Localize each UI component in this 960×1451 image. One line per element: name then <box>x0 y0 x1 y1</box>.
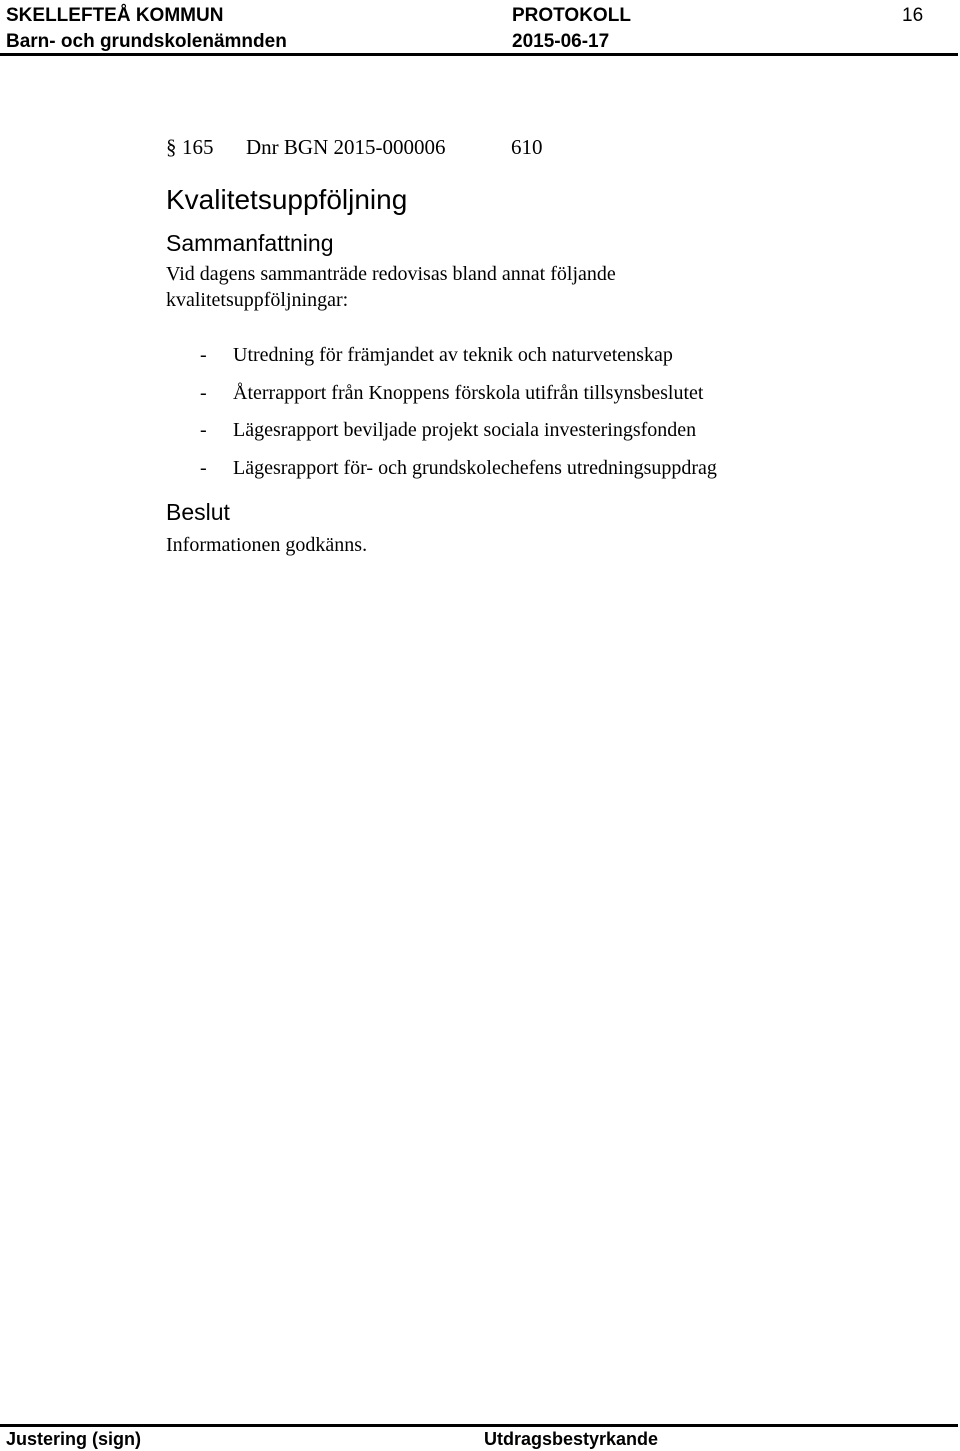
list-item-text: Återrapport från Knoppens förskola utifrån tillsynsbeslutet <box>233 381 704 404</box>
item-title: Kvalitetsuppföljning <box>166 184 408 215</box>
item-reference <box>166 134 543 160</box>
footer-utdragsbestyrkande-label: Utdragsbestyrkande <box>484 1429 659 1449</box>
meeting-date: 2015-06-17 <box>512 31 610 52</box>
list-bullet: - <box>200 344 207 366</box>
section-symbol: § <box>166 135 177 159</box>
decision-text: Informationen godkänns. <box>166 534 368 556</box>
header-divider <box>0 53 958 56</box>
list-item <box>200 412 717 450</box>
list-item-text: Lägesrapport för- och grundskolechefens utredningsuppdrag <box>233 456 717 479</box>
decision-heading: Beslut <box>166 499 230 525</box>
list-item <box>200 375 717 413</box>
summary-intro-line1: Vid dagens sammanträde redovisas bland annat följande <box>166 263 616 285</box>
page-number: 16 <box>902 5 924 26</box>
document-type: PROTOKOLL <box>512 5 631 26</box>
list-item <box>200 337 717 375</box>
org-name: SKELLEFTEÅ KOMMUN <box>6 5 224 26</box>
list-bullet: - <box>200 381 207 404</box>
footer-divider <box>0 1424 958 1427</box>
list-bullet: - <box>200 456 207 479</box>
item-number: 165 <box>182 135 214 159</box>
list-item <box>200 450 717 488</box>
committee-name: Barn- och grundskolenämnden <box>6 31 287 52</box>
list-item-text: Lägesrapport beviljade projekt sociala investeringsfonden <box>233 419 697 441</box>
item-code: 610 <box>511 135 543 159</box>
dnr-number: Dnr BGN 2015-000006 <box>246 135 446 159</box>
footer-justering-label: Justering (sign) <box>6 1429 142 1449</box>
list-bullet: - <box>200 419 207 441</box>
summary-intro-line2: kvalitetsuppföljningar: <box>166 289 349 311</box>
list-item-text: Utredning för främjandet av teknik och naturvetenskap <box>233 344 673 366</box>
summary-list <box>200 337 717 487</box>
summary-heading: Sammanfattning <box>166 230 334 256</box>
